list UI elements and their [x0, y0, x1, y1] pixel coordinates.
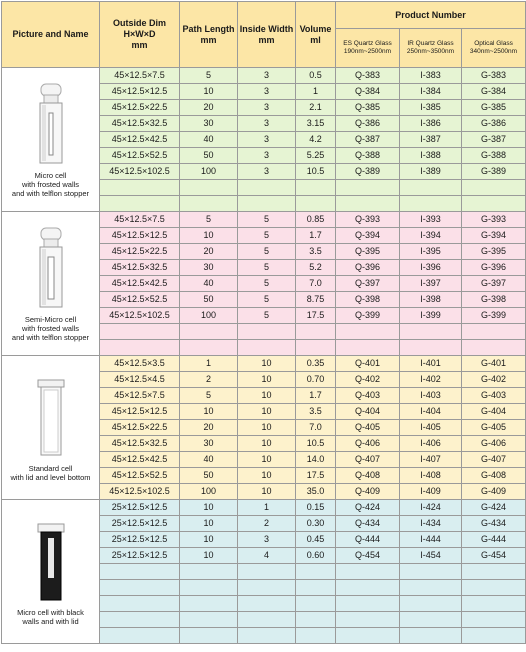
- inside-width: 10: [238, 420, 296, 436]
- path-length: 50: [180, 292, 238, 308]
- optical-glass-product: G-385: [462, 100, 526, 116]
- ir-quartz-product: [400, 340, 462, 356]
- volume: 0.85: [296, 212, 336, 228]
- es-quartz-product: Q-406: [336, 436, 400, 452]
- ir-quartz-product: I-408: [400, 468, 462, 484]
- optical-glass-product: [462, 196, 526, 212]
- ir-quartz-product: I-409: [400, 484, 462, 500]
- volume: 0.30: [296, 516, 336, 532]
- es-quartz-product: Q-408: [336, 468, 400, 484]
- es-quartz-product: Q-444: [336, 532, 400, 548]
- path-length: 10: [180, 548, 238, 564]
- path-length: 40: [180, 276, 238, 292]
- inside-width: [238, 580, 296, 596]
- product-name-line: Micro cell: [34, 171, 67, 180]
- es-quartz-product: [336, 580, 400, 596]
- ir-quartz-product: I-444: [400, 532, 462, 548]
- volume: 0.60: [296, 548, 336, 564]
- optical-glass-product: [462, 340, 526, 356]
- optical-glass-product: G-396: [462, 260, 526, 276]
- volume: 17.5: [296, 308, 336, 324]
- inside-width: 10: [238, 356, 296, 372]
- product-name-line: Semi-Micro cell: [24, 315, 77, 324]
- optical-glass-product: G-384: [462, 84, 526, 100]
- es-quartz-product: Q-385: [336, 100, 400, 116]
- path-length: 30: [180, 436, 238, 452]
- inside-width: 3: [238, 132, 296, 148]
- header-outside-dim: Outside Dim H×W×D mm: [100, 2, 180, 68]
- outside-dim: 45×12.5×22.5: [100, 420, 180, 436]
- inside-width: 3: [238, 100, 296, 116]
- volume: [296, 324, 336, 340]
- es-quartz-product: [336, 564, 400, 580]
- optical-glass-product: G-393: [462, 212, 526, 228]
- ir-quartz-product: I-396: [400, 260, 462, 276]
- inside-width: 10: [238, 388, 296, 404]
- ir-quartz-product: I-403: [400, 388, 462, 404]
- volume: 5.25: [296, 148, 336, 164]
- outside-dim: 45×12.5×22.5: [100, 244, 180, 260]
- table-row: [2, 68, 526, 84]
- outside-dim: [100, 596, 180, 612]
- product-name-line: with lid and level bottom: [10, 472, 91, 482]
- product-name-line: with frosted walls: [21, 180, 80, 189]
- black-wall-micro-cuvette-with-lid-icon: [2, 518, 99, 604]
- path-length: 2: [180, 372, 238, 388]
- volume: 0.70: [296, 372, 336, 388]
- optical-glass-product: G-395: [462, 244, 526, 260]
- path-length: 10: [180, 404, 238, 420]
- es-quartz-product: Q-388: [336, 148, 400, 164]
- volume: 0.15: [296, 500, 336, 516]
- optical-glass-product: G-424: [462, 500, 526, 516]
- outside-dim: 45×12.5×12.5: [100, 84, 180, 100]
- es-quartz-product: Q-401: [336, 356, 400, 372]
- inside-width: 2: [238, 516, 296, 532]
- path-length: 50: [180, 148, 238, 164]
- path-length: 40: [180, 452, 238, 468]
- volume: 7.0: [296, 420, 336, 436]
- optical-glass-product: G-454: [462, 548, 526, 564]
- optical-glass-product: G-387: [462, 132, 526, 148]
- volume: 3.5: [296, 404, 336, 420]
- volume: [296, 628, 336, 644]
- es-quartz-product: Q-403: [336, 388, 400, 404]
- volume: 1: [296, 84, 336, 100]
- optical-glass-product: G-405: [462, 420, 526, 436]
- inside-width: 1: [238, 500, 296, 516]
- ir-quartz-product: I-388: [400, 148, 462, 164]
- ir-quartz-product: [400, 612, 462, 628]
- volume: 0.5: [296, 68, 336, 84]
- ir-quartz-product: I-393: [400, 212, 462, 228]
- product-picture-cell: [2, 212, 100, 356]
- path-length: [180, 612, 238, 628]
- product-picture-cell: [2, 500, 100, 644]
- volume: 14.0: [296, 452, 336, 468]
- inside-width: 10: [238, 468, 296, 484]
- header-product-number: Product Number: [336, 2, 526, 29]
- path-length: 5: [180, 68, 238, 84]
- volume: [296, 580, 336, 596]
- standard-cuvette-with-lid-icon: [2, 374, 99, 460]
- volume: 8.75: [296, 292, 336, 308]
- es-quartz-product: Q-404: [336, 404, 400, 420]
- volume: 7.0: [296, 276, 336, 292]
- outside-dim: 45×12.5×52.5: [100, 292, 180, 308]
- header-optical-glass: Optical Glass 340nm~2500nm: [462, 29, 526, 68]
- path-length: [180, 324, 238, 340]
- outside-dim: 45×12.5×102.5: [100, 484, 180, 500]
- ir-quartz-product: I-401: [400, 356, 462, 372]
- volume: 17.5: [296, 468, 336, 484]
- path-length: 20: [180, 420, 238, 436]
- volume: 0.35: [296, 356, 336, 372]
- outside-dim: [100, 340, 180, 356]
- inside-width: 3: [238, 68, 296, 84]
- es-quartz-product: Q-383: [336, 68, 400, 84]
- outside-dim: 25×12.5×12.5: [100, 532, 180, 548]
- spec-table-body: [2, 68, 526, 644]
- inside-width: 5: [238, 292, 296, 308]
- optical-glass-product: G-401: [462, 356, 526, 372]
- volume: [296, 180, 336, 196]
- optical-glass-product: G-407: [462, 452, 526, 468]
- volume: 35.0: [296, 484, 336, 500]
- optical-glass-product: [462, 324, 526, 340]
- path-length: 100: [180, 164, 238, 180]
- optical-glass-product: G-434: [462, 516, 526, 532]
- inside-width: 10: [238, 372, 296, 388]
- es-quartz-product: [336, 324, 400, 340]
- outside-dim: 45×12.5×22.5: [100, 100, 180, 116]
- ir-quartz-product: [400, 580, 462, 596]
- es-quartz-product: Q-409: [336, 484, 400, 500]
- product-name-line: with frosted walls: [21, 324, 80, 333]
- optical-glass-product: G-408: [462, 468, 526, 484]
- es-quartz-product: Q-402: [336, 372, 400, 388]
- optical-glass-product: [462, 180, 526, 196]
- optical-glass-product: [462, 628, 526, 644]
- es-quartz-product: [336, 628, 400, 644]
- volume: 3.15: [296, 116, 336, 132]
- ir-quartz-product: I-397: [400, 276, 462, 292]
- optical-glass-product: G-398: [462, 292, 526, 308]
- stoppered-micro-cuvette-icon: [2, 81, 99, 167]
- volume: 10.5: [296, 436, 336, 452]
- es-quartz-product: Q-399: [336, 308, 400, 324]
- header-inside-width: Inside Width mm: [238, 2, 296, 68]
- ir-quartz-product: [400, 596, 462, 612]
- ir-quartz-product: I-405: [400, 420, 462, 436]
- product-name-line: Micro cell with black: [17, 607, 84, 617]
- ir-quartz-product: I-406: [400, 436, 462, 452]
- volume: 3.5: [296, 244, 336, 260]
- path-length: [180, 340, 238, 356]
- volume: 4.2: [296, 132, 336, 148]
- optical-glass-product: G-397: [462, 276, 526, 292]
- product-name: [2, 315, 99, 342]
- outside-dim: 45×12.5×7.5: [100, 68, 180, 84]
- optical-glass-product: G-406: [462, 436, 526, 452]
- path-length: [180, 628, 238, 644]
- inside-width: [238, 180, 296, 196]
- outside-dim: 45×12.5×7.5: [100, 388, 180, 404]
- outside-dim: 45×12.5×4.5: [100, 372, 180, 388]
- es-quartz-product: [336, 196, 400, 212]
- es-quartz-product: Q-395: [336, 244, 400, 260]
- header-row-top: [2, 2, 526, 29]
- path-length: 30: [180, 116, 238, 132]
- inside-width: 3: [238, 84, 296, 100]
- outside-dim: 45×12.5×32.5: [100, 436, 180, 452]
- path-length: 10: [180, 500, 238, 516]
- inside-width: 5: [238, 308, 296, 324]
- path-length: 10: [180, 84, 238, 100]
- outside-dim: [100, 196, 180, 212]
- ir-quartz-product: I-386: [400, 116, 462, 132]
- path-length: 10: [180, 516, 238, 532]
- optical-glass-product: [462, 612, 526, 628]
- es-quartz-product: Q-397: [336, 276, 400, 292]
- volume: [296, 340, 336, 356]
- ir-quartz-product: I-385: [400, 100, 462, 116]
- optical-glass-product: [462, 580, 526, 596]
- volume: 10.5: [296, 164, 336, 180]
- optical-glass-product: G-394: [462, 228, 526, 244]
- ir-quartz-product: I-384: [400, 84, 462, 100]
- header-ir-quartz-glass: IR Quartz Glass 250nm~3500nm: [400, 29, 462, 68]
- ir-quartz-product: I-394: [400, 228, 462, 244]
- ir-quartz-product: [400, 180, 462, 196]
- outside-dim: 45×12.5×102.5: [100, 164, 180, 180]
- inside-width: 10: [238, 404, 296, 420]
- es-quartz-product: Q-407: [336, 452, 400, 468]
- product-name-line: walls and with lid: [22, 616, 79, 626]
- es-quartz-product: Q-396: [336, 260, 400, 276]
- es-quartz-product: Q-405: [336, 420, 400, 436]
- optical-glass-product: G-409: [462, 484, 526, 500]
- path-length: 5: [180, 388, 238, 404]
- optical-glass-product: [462, 596, 526, 612]
- inside-width: 5: [238, 212, 296, 228]
- ir-quartz-product: I-424: [400, 500, 462, 516]
- ir-quartz-product: I-399: [400, 308, 462, 324]
- ir-quartz-product: I-434: [400, 516, 462, 532]
- es-quartz-product: Q-384: [336, 84, 400, 100]
- es-quartz-product: [336, 340, 400, 356]
- ir-quartz-product: [400, 324, 462, 340]
- header-es-quartz-glass: ES Quartz Glass 190nm~2500nm: [336, 29, 400, 68]
- inside-width: 3: [238, 164, 296, 180]
- outside-dim: [100, 580, 180, 596]
- path-length: [180, 180, 238, 196]
- ir-quartz-product: [400, 628, 462, 644]
- inside-width: [238, 596, 296, 612]
- inside-width: [238, 340, 296, 356]
- es-quartz-product: [336, 180, 400, 196]
- product-picture-cell: [2, 68, 100, 212]
- cuvette-spec-table: [1, 1, 526, 644]
- outside-dim: 45×12.5×3.5: [100, 356, 180, 372]
- volume: [296, 612, 336, 628]
- inside-width: 3: [238, 148, 296, 164]
- product-name: [2, 464, 99, 482]
- es-quartz-product: Q-454: [336, 548, 400, 564]
- volume: 5.2: [296, 260, 336, 276]
- ir-quartz-product: I-387: [400, 132, 462, 148]
- optical-glass-product: G-388: [462, 148, 526, 164]
- outside-dim: [100, 324, 180, 340]
- volume: 1.7: [296, 228, 336, 244]
- product-name-line: and with telflon stopper: [11, 333, 90, 342]
- product-name: [2, 608, 99, 626]
- volume: [296, 196, 336, 212]
- volume: [296, 564, 336, 580]
- inside-width: [238, 324, 296, 340]
- path-length: 10: [180, 228, 238, 244]
- es-quartz-product: Q-434: [336, 516, 400, 532]
- outside-dim: 25×12.5×12.5: [100, 548, 180, 564]
- product-name-line: Standard cell: [28, 463, 73, 473]
- path-length: 5: [180, 212, 238, 228]
- es-quartz-product: Q-386: [336, 116, 400, 132]
- header-volume: Volume ml: [296, 2, 336, 68]
- table-row: [2, 356, 526, 372]
- ir-quartz-product: I-389: [400, 164, 462, 180]
- optical-glass-product: G-383: [462, 68, 526, 84]
- optical-glass-product: [462, 564, 526, 580]
- es-quartz-product: [336, 596, 400, 612]
- path-length: [180, 596, 238, 612]
- path-length: 10: [180, 532, 238, 548]
- outside-dim: 25×12.5×12.5: [100, 500, 180, 516]
- ir-quartz-product: I-407: [400, 452, 462, 468]
- outside-dim: [100, 180, 180, 196]
- outside-dim: [100, 564, 180, 580]
- path-length: 30: [180, 260, 238, 276]
- outside-dim: [100, 628, 180, 644]
- outside-dim: 45×12.5×42.5: [100, 452, 180, 468]
- header-path-length: Path Length mm: [180, 2, 238, 68]
- ir-quartz-product: [400, 564, 462, 580]
- optical-glass-product: G-403: [462, 388, 526, 404]
- optical-glass-product: G-402: [462, 372, 526, 388]
- path-length: 100: [180, 308, 238, 324]
- es-quartz-product: Q-389: [336, 164, 400, 180]
- path-length: 100: [180, 484, 238, 500]
- path-length: 50: [180, 468, 238, 484]
- es-quartz-product: Q-387: [336, 132, 400, 148]
- outside-dim: 45×12.5×32.5: [100, 116, 180, 132]
- outside-dim: 45×12.5×12.5: [100, 404, 180, 420]
- optical-glass-product: G-389: [462, 164, 526, 180]
- ir-quartz-product: I-454: [400, 548, 462, 564]
- inside-width: 3: [238, 116, 296, 132]
- inside-width: 10: [238, 436, 296, 452]
- path-length: 40: [180, 132, 238, 148]
- optical-glass-product: G-386: [462, 116, 526, 132]
- inside-width: 4: [238, 548, 296, 564]
- outside-dim: [100, 612, 180, 628]
- inside-width: 10: [238, 452, 296, 468]
- path-length: [180, 580, 238, 596]
- header-picture-and-name: Picture and Name: [2, 2, 100, 68]
- table-row: [2, 212, 526, 228]
- es-quartz-product: Q-393: [336, 212, 400, 228]
- inside-width: 5: [238, 260, 296, 276]
- es-quartz-product: [336, 612, 400, 628]
- es-quartz-product: Q-398: [336, 292, 400, 308]
- outside-dim: 45×12.5×42.5: [100, 132, 180, 148]
- inside-width: 5: [238, 228, 296, 244]
- inside-width: [238, 612, 296, 628]
- inside-width: [238, 628, 296, 644]
- path-length: [180, 564, 238, 580]
- volume: 0.45: [296, 532, 336, 548]
- ir-quartz-product: [400, 196, 462, 212]
- inside-width: 10: [238, 484, 296, 500]
- volume: [296, 596, 336, 612]
- path-length: 20: [180, 244, 238, 260]
- ir-quartz-product: I-404: [400, 404, 462, 420]
- outside-dim: 45×12.5×7.5: [100, 212, 180, 228]
- outside-dim: 25×12.5×12.5: [100, 516, 180, 532]
- volume: 2.1: [296, 100, 336, 116]
- outside-dim: 45×12.5×42.5: [100, 276, 180, 292]
- product-picture-cell: [2, 356, 100, 500]
- path-length: 1: [180, 356, 238, 372]
- product-name-line: and with telflon stopper: [11, 189, 90, 198]
- inside-width: 5: [238, 276, 296, 292]
- ir-quartz-product: I-383: [400, 68, 462, 84]
- optical-glass-product: G-399: [462, 308, 526, 324]
- path-length: 20: [180, 100, 238, 116]
- ir-quartz-product: I-398: [400, 292, 462, 308]
- optical-glass-product: G-404: [462, 404, 526, 420]
- path-length: [180, 196, 238, 212]
- optical-glass-product: G-444: [462, 532, 526, 548]
- inside-width: 3: [238, 532, 296, 548]
- ir-quartz-product: I-402: [400, 372, 462, 388]
- es-quartz-product: Q-424: [336, 500, 400, 516]
- outside-dim: 45×12.5×32.5: [100, 260, 180, 276]
- ir-quartz-product: I-395: [400, 244, 462, 260]
- es-quartz-product: Q-394: [336, 228, 400, 244]
- table-row: [2, 500, 526, 516]
- inside-width: [238, 564, 296, 580]
- product-name: [2, 171, 99, 198]
- inside-width: 5: [238, 244, 296, 260]
- outside-dim: 45×12.5×52.5: [100, 468, 180, 484]
- volume: 1.7: [296, 388, 336, 404]
- outside-dim: 45×12.5×52.5: [100, 148, 180, 164]
- outside-dim: 45×12.5×102.5: [100, 308, 180, 324]
- stoppered-semi-micro-cuvette-icon: [2, 225, 99, 311]
- outside-dim: 45×12.5×12.5: [100, 228, 180, 244]
- inside-width: [238, 196, 296, 212]
